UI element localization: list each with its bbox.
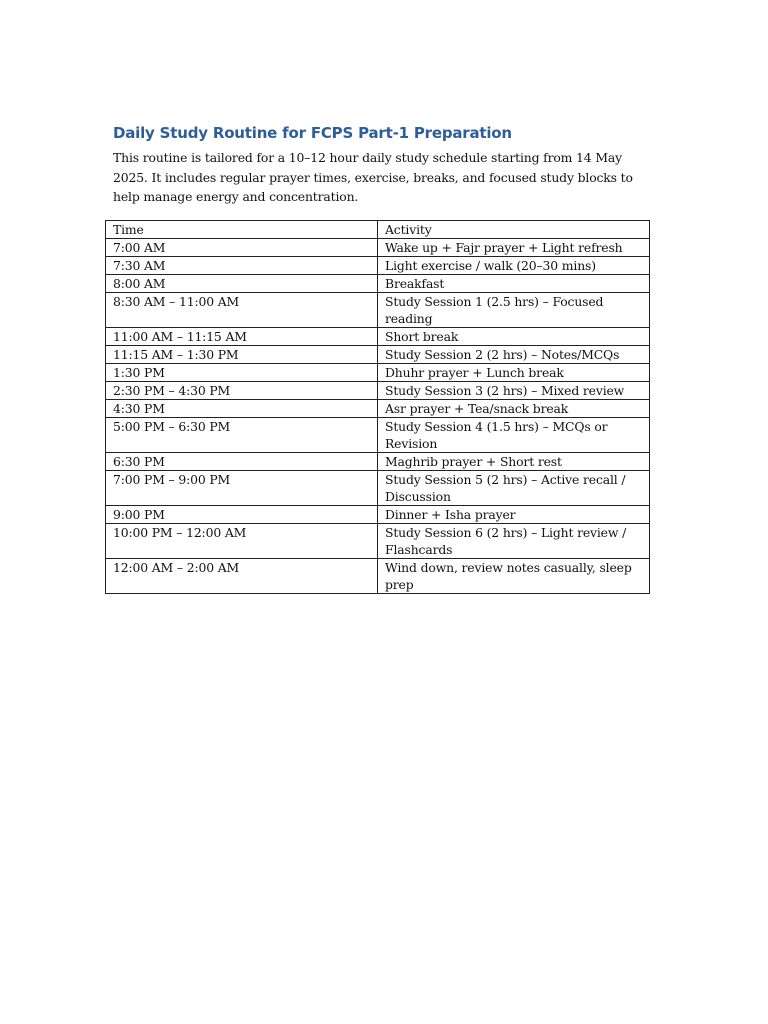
activity-cell: Light exercise / walk (20–30 mins) bbox=[378, 257, 650, 275]
time-cell: 7:30 AM bbox=[106, 257, 378, 275]
activity-cell: Wake up + Fajr prayer + Light refresh bbox=[378, 239, 650, 257]
time-cell: 8:30 AM – 11:00 AM bbox=[106, 293, 378, 328]
activity-cell: Study Session 3 (2 hrs) – Mixed review bbox=[378, 382, 650, 400]
activity-cell: Study Session 5 (2 hrs) – Active recall / Discussion bbox=[378, 471, 650, 506]
activity-cell: Breakfast bbox=[378, 275, 650, 293]
time-cell: 8:00 AM bbox=[106, 275, 378, 293]
table-row bbox=[106, 239, 650, 257]
activity-cell: Study Session 4 (1.5 hrs) – MCQs or Revision bbox=[378, 418, 650, 453]
table-header-row bbox=[106, 221, 650, 239]
time-cell: 4:30 PM bbox=[106, 400, 378, 418]
table-row bbox=[106, 275, 650, 293]
document-title: Daily Study Routine for FCPS Part-1 Preparation bbox=[113, 124, 512, 142]
table-row bbox=[106, 506, 650, 524]
time-cell: 10:00 PM – 12:00 AM bbox=[106, 524, 378, 559]
table-row bbox=[106, 382, 650, 400]
time-cell: 7:00 PM – 9:00 PM bbox=[106, 471, 378, 506]
time-cell: 9:00 PM bbox=[106, 506, 378, 524]
activity-cell: Dhuhr prayer + Lunch break bbox=[378, 364, 650, 382]
table-row bbox=[106, 453, 650, 471]
activity-cell: Asr prayer + Tea/snack break bbox=[378, 400, 650, 418]
table-row bbox=[106, 418, 650, 453]
time-cell: 2:30 PM – 4:30 PM bbox=[106, 382, 378, 400]
time-cell: 1:30 PM bbox=[106, 364, 378, 382]
schedule-table-body bbox=[106, 221, 650, 594]
table-row bbox=[106, 346, 650, 364]
table-row bbox=[106, 293, 650, 328]
activity-cell: Dinner + Isha prayer bbox=[378, 506, 650, 524]
header-time: Time bbox=[106, 221, 378, 239]
table-row bbox=[106, 524, 650, 559]
header-activity: Activity bbox=[378, 221, 650, 239]
activity-cell: Study Session 2 (2 hrs) – Notes/MCQs bbox=[378, 346, 650, 364]
time-cell: 11:00 AM – 11:15 AM bbox=[106, 328, 378, 346]
time-cell: 5:00 PM – 6:30 PM bbox=[106, 418, 378, 453]
intro-paragraph: This routine is tailored for a 10–12 hour daily study schedule starting from 14 May 2025. It includes regular prayer times, exercise, breaks, and focused study blocks to help manage energy and concentration. bbox=[113, 150, 633, 204]
table-row bbox=[106, 559, 650, 594]
table-row bbox=[106, 328, 650, 346]
table-row bbox=[106, 364, 650, 382]
time-cell: 6:30 PM bbox=[106, 453, 378, 471]
time-cell: 12:00 AM – 2:00 AM bbox=[106, 559, 378, 594]
activity-cell: Study Session 1 (2.5 hrs) – Focused reading bbox=[378, 293, 650, 328]
activity-cell: Study Session 6 (2 hrs) – Light review / Flashcards bbox=[378, 524, 650, 559]
table-row bbox=[106, 400, 650, 418]
schedule-table bbox=[105, 220, 650, 594]
table-row bbox=[106, 471, 650, 506]
time-cell: 7:00 AM bbox=[106, 239, 378, 257]
time-cell: 11:15 AM – 1:30 PM bbox=[106, 346, 378, 364]
activity-cell: Maghrib prayer + Short rest bbox=[378, 453, 650, 471]
activity-cell: Short break bbox=[378, 328, 650, 346]
table-row bbox=[106, 257, 650, 275]
activity-cell: Wind down, review notes casually, sleep prep bbox=[378, 559, 650, 594]
